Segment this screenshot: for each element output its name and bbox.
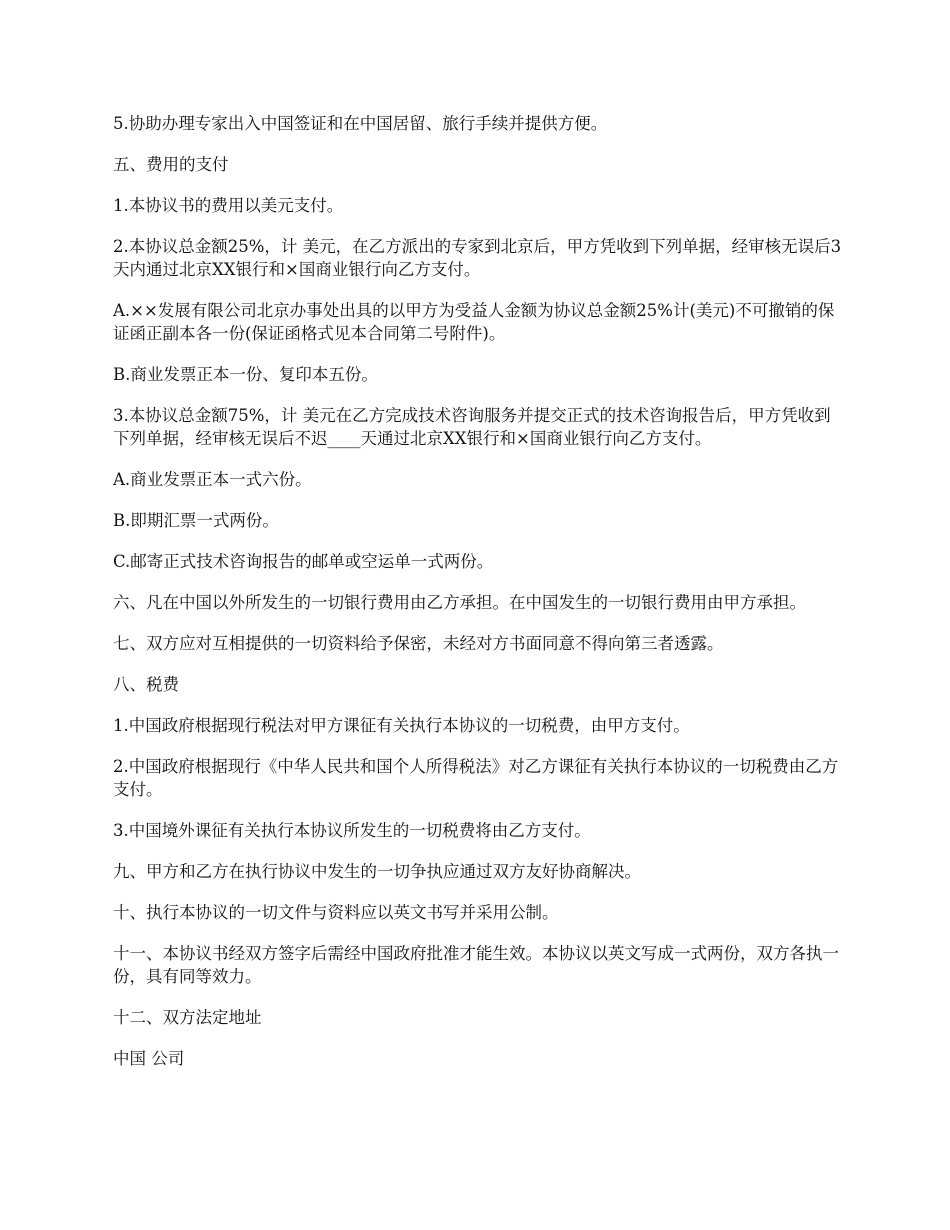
paragraph-8: A.商业发票正本一式六份。 (113, 470, 312, 489)
document-body (113, 112, 843, 1088)
section-bank-fees: 六、凡在中国以外所发生的一切银行费用由乙方承担。在中国发生的一切银行费用由甲方承担。 (113, 593, 806, 612)
section-heading-taxes: 八、税费 (113, 675, 179, 694)
section-language: 十、执行本协议的一切文件与资料应以英文书写并采用公制。 (113, 903, 559, 922)
paragraph-7: 3.本协议总金额75%，计 美元在乙方完成技术咨询服务并提交正式的技术咨询报告后，甲方凭收到下列单据，经审核无误后不迟____天通过北京XX银行和×国商业银行向乙方支付。 (113, 406, 831, 448)
paragraph-5: A.××发展有限公司北京办事处出具的以甲方为受益人金额为协议总金额25%计(美元)不可撤销的保证函正副本各一份(保证函格式见本合同第二号附件)。 (113, 301, 835, 343)
paragraph-15: 2.中国政府根据现行《中华人民共和国个人所得税法》对乙方课征有关执行本协议的一切税费由乙方支付。 (113, 757, 839, 799)
paragraph-6: B.商业发票正本一份、复印本五份。 (113, 365, 378, 384)
paragraph-16: 3.中国境外课征有关执行本协议所发生的一切税费将由乙方支付。 (113, 821, 591, 840)
section-heading-addresses: 十二、双方法定地址 (113, 1008, 262, 1027)
paragraph-14: 1.中国政府根据现行税法对甲方课征有关执行本协议的一切税费，由甲方支付。 (113, 716, 690, 735)
paragraph-9: B.即期汇票一式两份。 (113, 511, 279, 530)
section-confidentiality: 七、双方应对互相提供的一切资料给予保密，未经对方书面同意不得向第三者透露。 (113, 634, 724, 653)
paragraph-10: C.邮寄正式技术咨询报告的邮单或空运单一式两份。 (113, 552, 494, 571)
section-disputes: 九、甲方和乙方在执行协议中发生的一切争执应通过双方友好协商解决。 (113, 862, 641, 881)
paragraph-1: 5.协助办理专家出入中国签证和在中国居留、旅行手续并提供方便。 (113, 114, 608, 133)
section-effectiveness: 十一、本协议书经双方签字后需经中国政府批准才能生效。本协议以英文写成一式两份，双方各执一份，具有同等效力。 (113, 944, 839, 986)
paragraph-3: 1.本协议书的费用以美元支付。 (113, 196, 344, 215)
paragraph-4: 2.本协议总金额25%，计 美元，在乙方派出的专家到北京后，甲方凭收到下列单据，经审核无误后3天内通过北京XX银行和×国商业银行向乙方支付。 (113, 237, 842, 279)
section-heading-payment: 五、费用的支付 (113, 155, 229, 174)
address-line-china-company: 中国 公司 (113, 1049, 185, 1068)
